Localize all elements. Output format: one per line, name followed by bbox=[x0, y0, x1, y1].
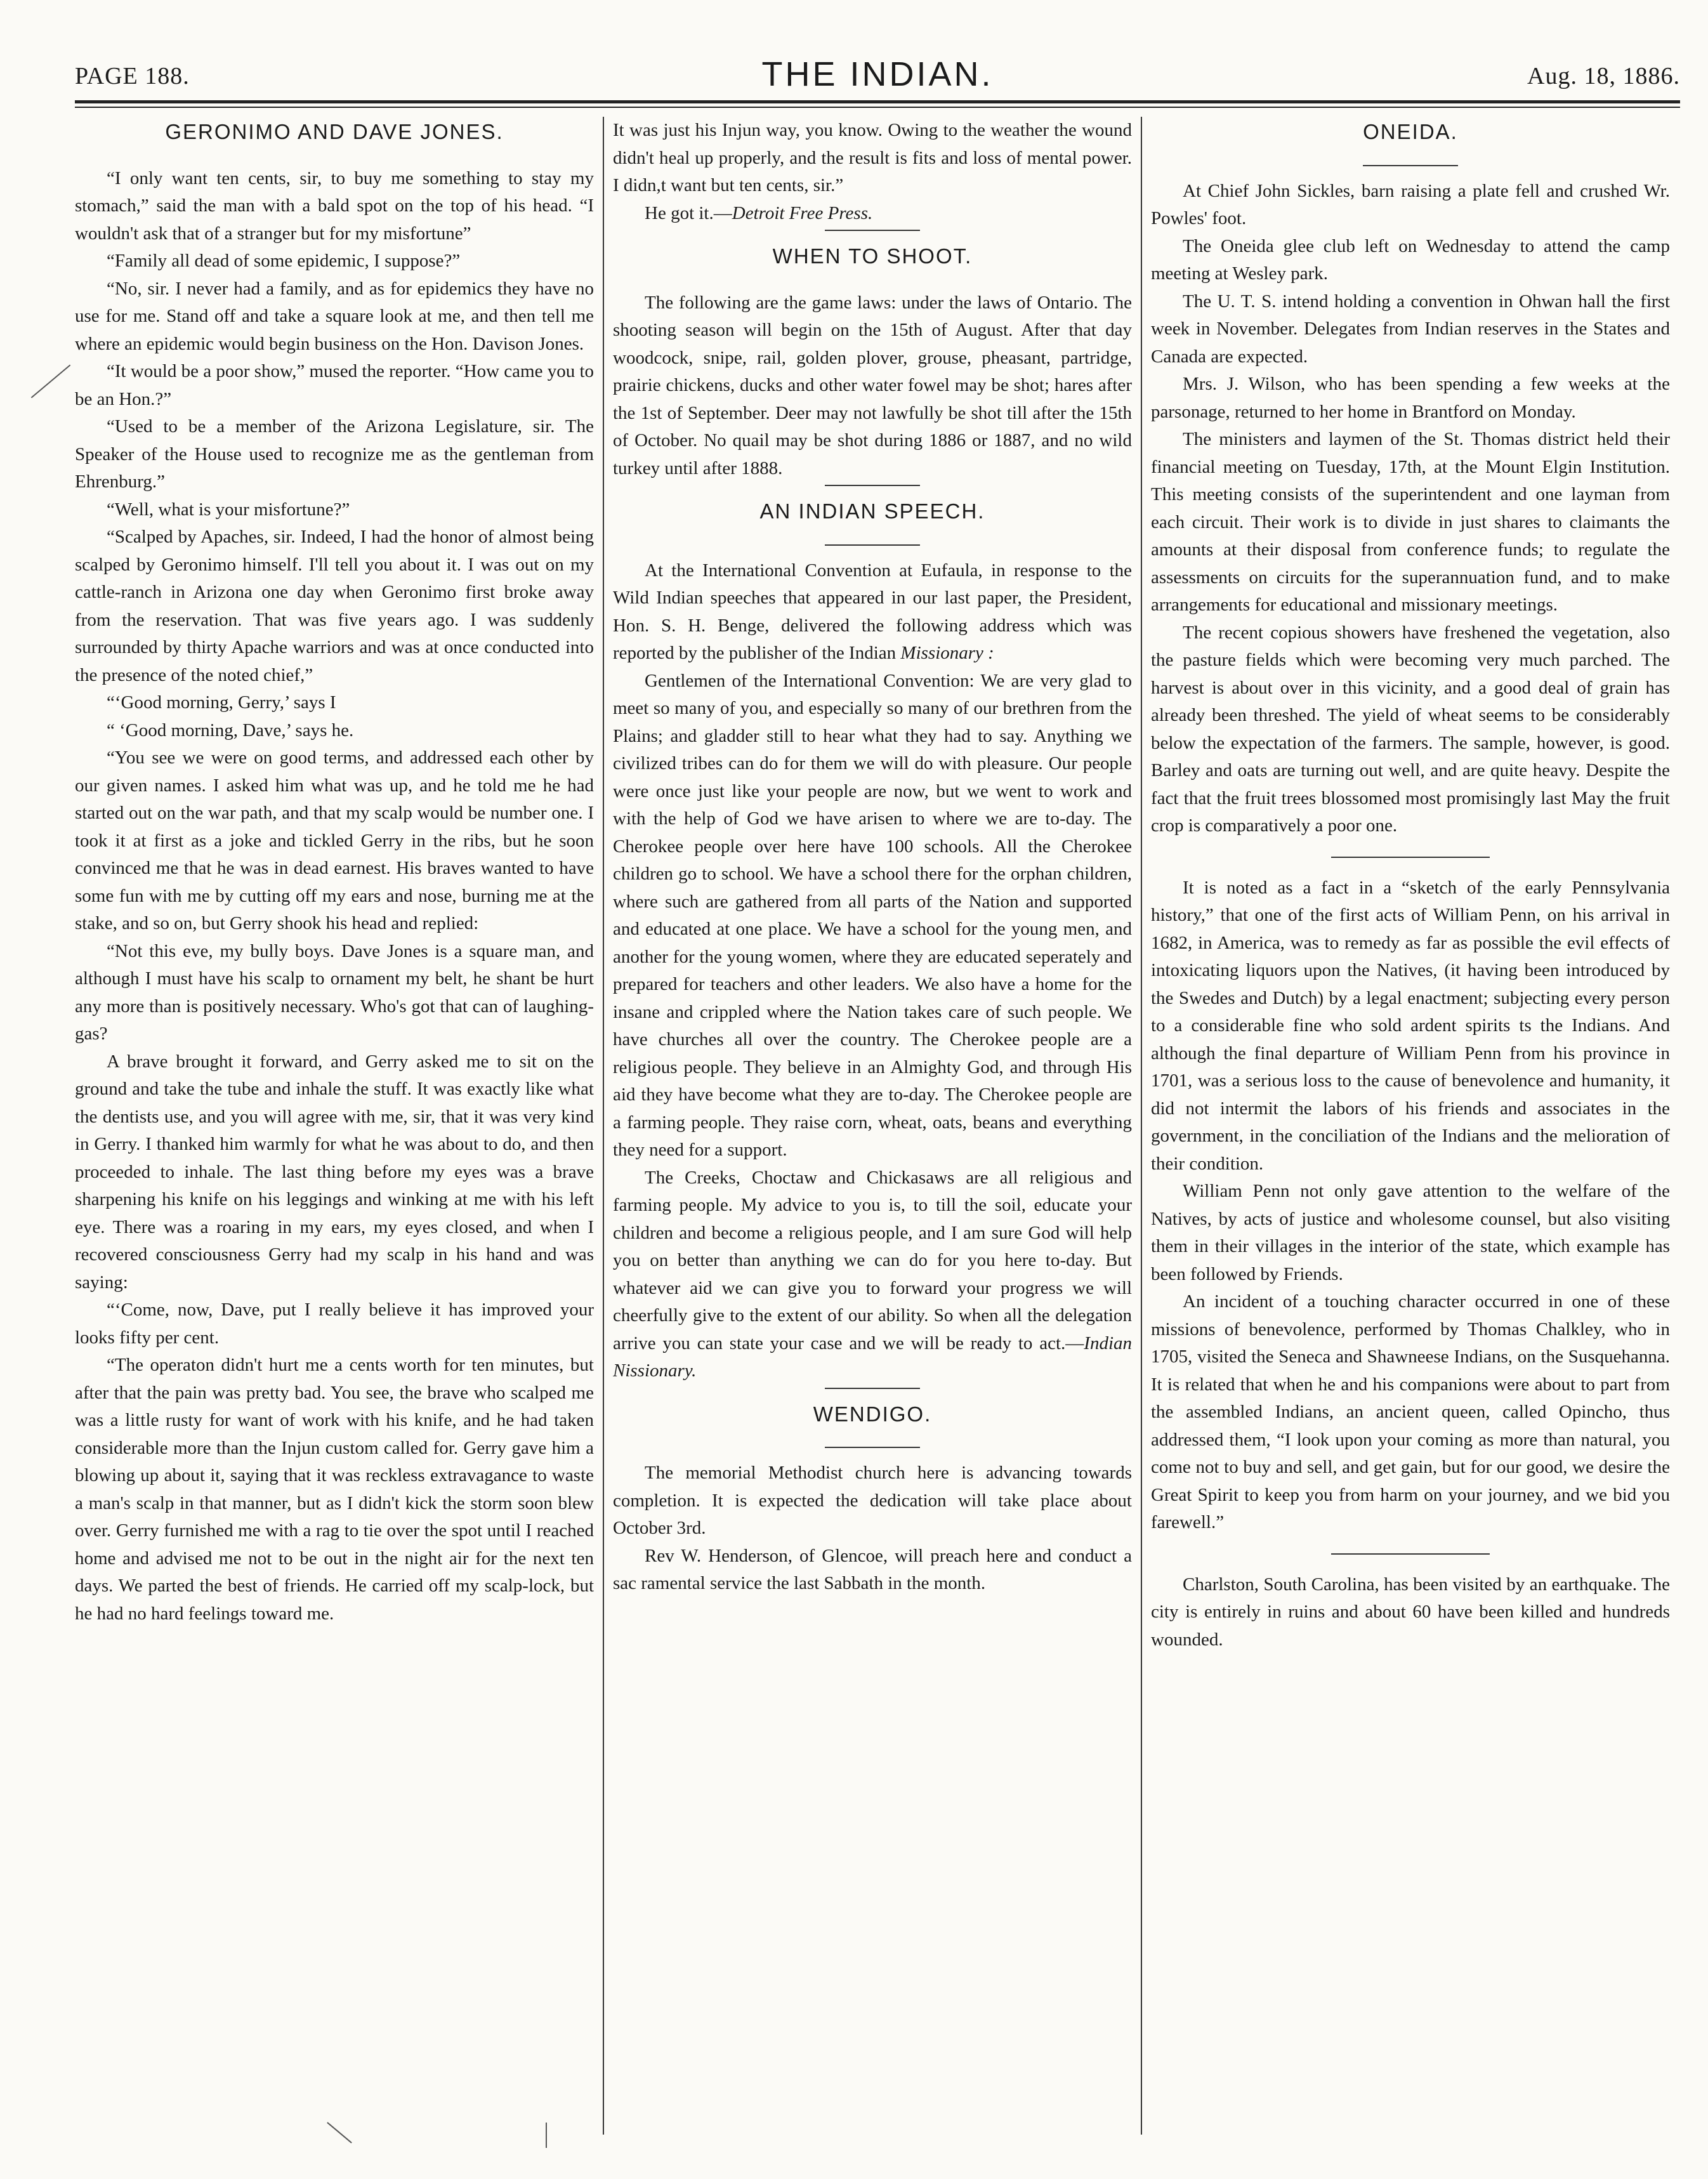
paragraph: The memorial Methodist church here is advancing towards completion. It is expected the dedication will take place about October 3rd. bbox=[613, 1463, 1132, 1538]
section-rule bbox=[825, 1388, 920, 1389]
paragraph: The following are the game laws: under the laws of Ontario. The shooting season will begin on the 15th of August. After that day woodcock, snipe, rail, golden plover, grouse, pheasant, partridge, prairie chickens, ducks and other water fowel may be shot; hares after the 1st of September. Deer may not lawfully be shot till after the 15th of October. No quail may be shot during 1886 or 1887, and no wild turkey until after 1888. bbox=[613, 292, 1132, 478]
paragraph-text: He got it.— bbox=[645, 202, 732, 223]
paragraph: Charlston, South Carolina, has been visited by an earthquake. The city is entirely in ruins and about 60 have been killed and hundreds wounded. bbox=[1151, 1574, 1670, 1650]
paragraph: “Well, what is your misfortune?” bbox=[107, 499, 350, 520]
article-title-when-to-shoot: WHEN TO SHOOT. bbox=[772, 244, 973, 268]
paragraph: The U. T. S. intend holding a convention in Ohwan hall the first week in November. Delegates from Indian reserves in the States and Canada are expected. bbox=[1151, 291, 1670, 367]
paragraph: “The operaton didn't hurt me a cents worth for ten minutes, but after that the pain was pretty bad. You see, the brave who scalped me was a little rusty for want of work with his knife, and he had taken considerable more than the Injun custom called for. Gerry gave him a blowing up about it, saying that it was reckless extravagance to waste a man's scalp in that manner, but as I didn't kick the storm soon blew over. Gerry furnished me with a rag to tie over the spot until I reached home and advised me not to be out in the night air for the next ten days. We parted the best of friends. He carried off my scalp-lock, but he had no hard feelings toward me. bbox=[75, 1355, 594, 1624]
paragraph: William Penn not only gave attention to the welfare of the Natives, by acts of justice and wholesome counsel, but also visiting them in their villages in the interior of the state, which example has been followed by Friends. bbox=[1151, 1181, 1670, 1284]
issue-date: Aug. 18, 1886. bbox=[1527, 63, 1680, 89]
paragraph: Gentlemen of the International Convention: We are very glad to meet so many of you, and especially so many of our brethren from the Plains; and gladder still to hear what they had to say. Anything we civilized tribes can do for them we will do with pleasure. Our people were once just like your people are now, but we went to work and with the help of God we have arisen to where we are to-day. The Cherokee people over here have 100 schools. All the Cherokee children go to school. We have a school there for the orphan children, where such are gathered from all parts of the Nation and supported and educated at one place. We have a school for the young men, and another for the young women, where they are educated seperately and prepared for teachers and other leaders. We also have a home for the insane and crippled where the Nation takes care of such people. We have churches all over the country. The Cherokee people are a religious people. They believe in an Almighty God, and through His aid they have become what they are to-day. The Cherokee people are a farming people. They raise corn, wheat, oats, beans and everything they need for a support. bbox=[613, 670, 1132, 1160]
paragraph: At Chief John Sickles, barn raising a plate fell and crushed Wr. Powles' foot. bbox=[1151, 180, 1670, 228]
column-1 bbox=[75, 117, 594, 2147]
paragraph: It was just his Injun way, you know. Owing to the weather the wound didn't heal up properly, and the result is fits and loss of mental power. I didn,t want but ten cents, sir.” bbox=[613, 120, 1132, 195]
paragraph: “Used to be a member of the Arizona Legislature, sir. The Speaker of the House used to recognize me as the gentleman from Ehrenburg.” bbox=[75, 416, 594, 492]
paragraph: The ministers and laymen of the St. Thomas district held their financial meeting on Tuesday, 17th, at the Mount Elgin Institution. This meeting consists of the superintendent and one layman from each circuit. Their work is to divide in just shares to claimants the amounts at their disposal from conference funds; to regulate the assessments on circuits for the superannuation fund, and to make arrangements for educational and missionary meetings. bbox=[1151, 429, 1670, 615]
section-rule bbox=[1331, 857, 1490, 858]
column-3 bbox=[1151, 117, 1670, 2147]
section-rule bbox=[825, 544, 920, 546]
paragraph bbox=[613, 200, 1132, 228]
source-credit: Detroit Free Press. bbox=[732, 202, 873, 223]
paragraph: The recent copious showers have freshened the vegetation, also the pasture fields which were becoming very much parched. The harvest is about over in this vicinity, and a good deal of grain has already been threshed. The yield of wheat seems to be considerably below the expectation of the farmers. The sample, however, is good. Barley and oats are turning out well, and are quite heavy. Despite the fact that the fruit trees blossomed most promisingly last May the fruit crop is comparatively a poor one. bbox=[1151, 622, 1670, 836]
source-credit: Indian Nissionary. bbox=[613, 1333, 1132, 1381]
article-title-wendigo: WENDIGO. bbox=[813, 1402, 932, 1426]
paragraph: The Oneida glee club left on Wednesday to attend the camp meeting at Wesley park. bbox=[1151, 235, 1670, 284]
newspaper-page bbox=[75, 55, 1680, 2161]
paragraph: “Family all dead of some epidemic, I suppose?” bbox=[107, 251, 461, 271]
pen-mark bbox=[546, 2123, 547, 2148]
paragraph: It is noted as a fact in a “sketch of the early Pennsylvania history,” that one of the first acts of William Penn, on his arrival in 1682, in America, was to remedy as far as possible the evil effects of intoxicating liquors upon the Natives, (it having been introduced by the Swedes and Dutch) by a legal enactment; subjecting every person to a considerable fine who sold ardent spirits ts the Indians. And although the final departure of William Penn from his province in 1701, was a serious loss to the cause of benevolence and humanity, it did not intermit the labors of his friends and associates in the government, in the conciliation of the Indians and the melioration of their condition. bbox=[1151, 877, 1670, 1174]
header-rule-thick bbox=[75, 100, 1680, 103]
section-rule bbox=[1363, 165, 1458, 166]
article-title-oneida: ONEIDA. bbox=[1363, 120, 1458, 143]
section-rule bbox=[1331, 1553, 1490, 1555]
masthead bbox=[75, 55, 1680, 112]
paragraph: A brave brought it forward, and Gerry asked me to sit on the ground and take the tube and inhale the stuff. It was exactly like what the dentists use, and you will agree with me, sir, that it was very kind in Gerry. I thanked him warmly for what he was about to do, and then proceeded to inhale. The last thing before my eyes was a brave sharpening his knife on his leggings and winking at me with his left eye. There was a roaring in my ears, my eyes closed, and when I recovered consciousness Gerry had my scalp in his hand and was saying: bbox=[75, 1051, 594, 1293]
newspaper-title: THE INDIAN. bbox=[761, 55, 994, 93]
section-rule bbox=[825, 230, 920, 231]
paragraph: “It would be a poor show,” mused the reporter. “How came you to be an Hon.?” bbox=[75, 361, 594, 409]
paragraph: “No, sir. I never had a family, and as for epidemics they have no use for me. Stand off and take a square look at me, and then tell me where an epidemic would begin business on the Hon. Davison Jones. bbox=[75, 278, 594, 354]
paragraph: “I only want ten cents, sir, to buy me something to stay my stomach,” said the man with a bald spot on the top of his head. “I wouldn't ask that of a stranger but for my misfortune” bbox=[75, 168, 594, 244]
column-divider bbox=[603, 117, 604, 2135]
paragraph: An incident of a touching character occurred in one of these missions of benevolence, performed by Thomas Chalkley, who in 1705, visited the Seneca and Shawneese Indians, on the Susquehanna. It is related that when he and his companions were about to part from the assembled Indians, an ancient queen, called Opincho, thus addressed them, “I look upon your coming as more than natural, you come not to buy and sell, and get gain, but for our good, we desire the Great Spirit to keep you from harm on your journey, and we bid you farewell.” bbox=[1151, 1291, 1670, 1532]
page-number: PAGE 188. bbox=[75, 63, 190, 89]
header-rule-thin bbox=[75, 107, 1680, 108]
pen-mark bbox=[31, 365, 71, 398]
paragraph-text: At the International Convention at Eufaula, in response to the Wild Indian speeches that appeared in our last paper, the President, Hon. S. H. Benge, delivered the following address which was reported by the publisher of the Indian bbox=[613, 560, 1132, 663]
paragraph bbox=[613, 1164, 1132, 1385]
paragraph: Mrs. J. Wilson, who has been spending a few weeks at the parsonage, returned to her home in Brantford on Monday. bbox=[1151, 374, 1670, 422]
section-rule bbox=[825, 1447, 920, 1448]
source-credit: Missionary : bbox=[900, 643, 994, 663]
paragraph-text: The Creeks, Choctaw and Chickasaws are all religious and farming people. My advice to you is, to till the soil, educate your children and become a religious people, and I am sure God will help you on better than anything we can do for you here to-day. But whatever aid we can give you to forward your progress we will cheerfully give to the extent of our ability. So when all the delegation arrive you can state your case and we will be ready to act.— bbox=[613, 1167, 1132, 1353]
article-title-indian-speech: AN INDIAN SPEECH. bbox=[759, 499, 985, 523]
paragraph: “‘Come, now, Dave, put I really believe it has improved your looks fifty per cent. bbox=[75, 1300, 594, 1348]
section-rule bbox=[825, 485, 920, 486]
paragraph: “Scalped by Apaches, sir. Indeed, I had the honor of almost being scalped by Geronimo himself. I'll tell you about it. I was out on my cattle-ranch in Arizona one day when Geronimo first broke away from the reservation. That was five years ago. I was suddenly surrounded by thirty Apache warriors and was at once conducted into the presence of the noted chief,” bbox=[75, 527, 594, 685]
column-divider bbox=[1141, 117, 1142, 2135]
paragraph: “ ‘Good morning, Dave,’ says he. bbox=[107, 720, 354, 741]
columns bbox=[75, 117, 1680, 2147]
paragraph bbox=[613, 557, 1132, 668]
article-title-geronimo: GERONIMO AND DAVE JONES. bbox=[165, 120, 504, 143]
paragraph: “You see we were on good terms, and addressed each other by our given names. I asked him what was up, and he told me he had started out on the war path, and that my scalp would be number one. I took it at first as a joke and tickled Gerry in the ribs, but he soon convinced me that he was in dead earnest. His braves wanted to have some fun with me by cutting off my ears and nose, burning me at the stake, and so on, but Gerry shook his head and replied: bbox=[75, 747, 594, 933]
paragraph: “‘Good morning, Gerry,’ says I bbox=[107, 692, 336, 713]
column-2 bbox=[613, 117, 1132, 2147]
paragraph: “Not this eve, my bully boys. Dave Jones is a square man, and although I must have his scalp to ornament my belt, he shant be hurt any more than is positively necessary. Who's got that can of laughing-gas? bbox=[75, 940, 594, 1044]
paragraph: Rev W. Henderson, of Glencoe, will preach here and conduct a sac ramental service the last Sabbath in the month. bbox=[613, 1545, 1132, 1593]
